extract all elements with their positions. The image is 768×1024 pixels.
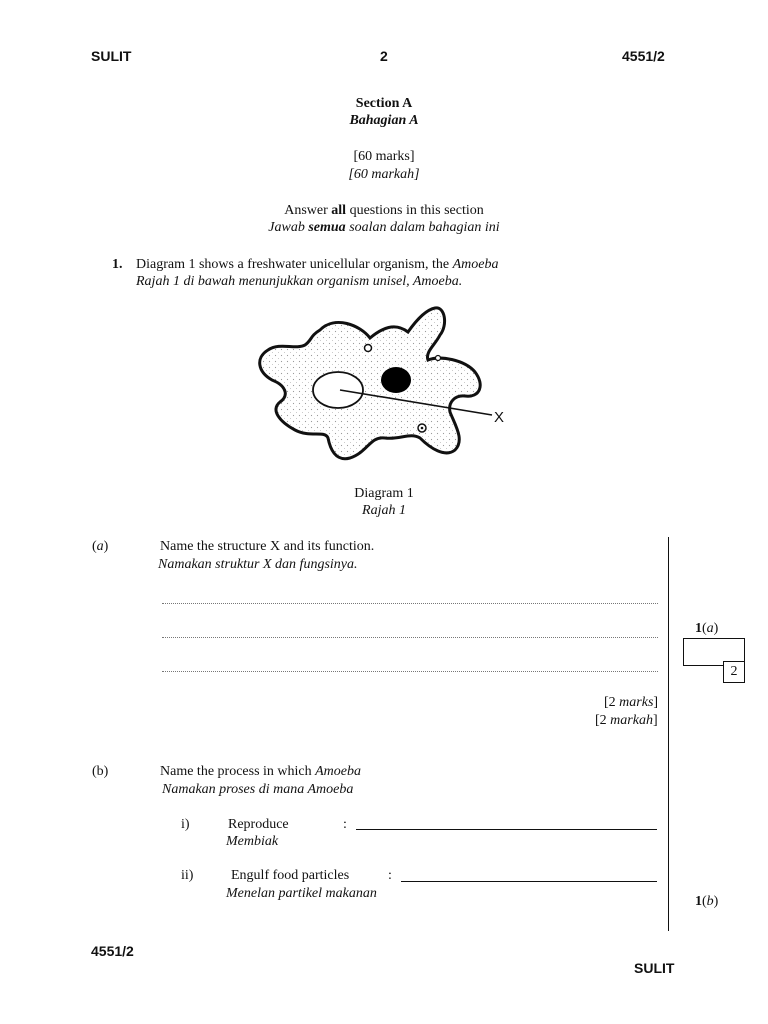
answer-line[interactable] xyxy=(162,637,658,638)
part-b-question xyxy=(160,763,361,780)
section-instruction-ms xyxy=(184,219,584,236)
instruction-text: questions in this section xyxy=(346,203,484,218)
item-text-ms: Membiak xyxy=(226,834,279,849)
question-number: 1. xyxy=(112,257,123,272)
marks-text: ] xyxy=(653,695,659,710)
item-colon: : xyxy=(343,817,347,832)
part-b-question-ms: Namakan proses di mana Amoeba xyxy=(162,782,354,797)
organism-name: Amoeba xyxy=(315,764,362,779)
bracket: ( xyxy=(92,539,97,554)
instruction-text-ms: soalan dalam bahagian ini xyxy=(345,220,500,235)
header-classification: SULIT xyxy=(91,48,132,64)
header-paper-code: 4551/2 xyxy=(622,48,665,64)
item-colon: : xyxy=(388,868,392,883)
food-vacuole xyxy=(436,356,441,361)
margin-letter: b xyxy=(706,894,714,909)
part-a-question: Name the structure X and its function. xyxy=(160,539,375,554)
marks-word: markah xyxy=(610,713,653,728)
max-score-1a: 2 xyxy=(723,661,745,683)
instruction-emphasis-ms: semua xyxy=(308,220,346,235)
page-number: 2 xyxy=(380,48,388,64)
amoeba-body xyxy=(260,308,480,459)
diagram-caption-ms: Rajah 1 xyxy=(362,503,406,518)
item-text: Reproduce xyxy=(228,817,289,832)
margin-number: 1 xyxy=(695,894,702,909)
food-vacuole xyxy=(365,345,372,352)
marks-text: [2 xyxy=(595,713,611,728)
section-marks-ms: [60 markah] xyxy=(348,167,420,182)
footer-classification: SULIT xyxy=(634,960,675,976)
section-title: Section A xyxy=(355,96,413,111)
item-number: ii) xyxy=(181,868,194,883)
instruction-text: Answer xyxy=(284,203,332,218)
footer-paper-code: 4551/2 xyxy=(91,943,134,959)
organism-name: Amoeba xyxy=(452,257,499,272)
part-letter: a xyxy=(96,539,104,554)
margin-letter: a xyxy=(706,621,714,636)
answer-line-reproduce[interactable] xyxy=(356,829,657,830)
part-a-label xyxy=(92,538,108,555)
item-text: Engulf food particles xyxy=(231,868,350,883)
item-text-ms: Menelan partikel makanan xyxy=(226,886,377,901)
marks-text: ] xyxy=(652,713,658,728)
margin-rule xyxy=(668,537,669,931)
instruction-text-ms: Jawab xyxy=(268,220,309,235)
diagram-caption: Diagram 1 xyxy=(354,486,414,501)
margin-label-1a: 1(a) xyxy=(695,621,719,636)
amoeba-diagram xyxy=(250,300,520,470)
nucleus xyxy=(381,367,411,393)
question-text-part: Name the process in which xyxy=(160,764,316,779)
question-text xyxy=(136,256,498,273)
answer-line[interactable] xyxy=(162,671,658,672)
marks-word: marks xyxy=(619,695,654,710)
vacuole xyxy=(313,372,363,408)
item-number: i) xyxy=(181,817,190,832)
part-b-label: (b) xyxy=(92,764,109,779)
part-a-marks xyxy=(604,694,658,711)
answer-line-engulf[interactable] xyxy=(401,881,657,882)
part-a-marks-ms xyxy=(595,712,658,729)
section-marks: [60 marks] xyxy=(353,149,415,164)
margin-label-1b: 1(b) xyxy=(695,894,719,909)
label-x: X xyxy=(494,409,505,426)
answer-line[interactable] xyxy=(162,603,658,604)
bracket: ) xyxy=(103,539,109,554)
margin-number: 1 xyxy=(695,621,702,636)
question-text-ms: Rajah 1 di bawah menunjukkan organism unisel, Amoeba. xyxy=(136,274,463,289)
marks-text: [2 xyxy=(604,695,620,710)
instruction-emphasis: all xyxy=(331,203,347,218)
section-title-ms: Bahagian A xyxy=(349,113,419,128)
question-text-part: Diagram 1 shows a freshwater unicellular organism, the xyxy=(136,257,453,272)
section-instruction xyxy=(184,202,584,219)
part-a-question-ms: Namakan struktur X dan fungsinya. xyxy=(158,557,358,572)
